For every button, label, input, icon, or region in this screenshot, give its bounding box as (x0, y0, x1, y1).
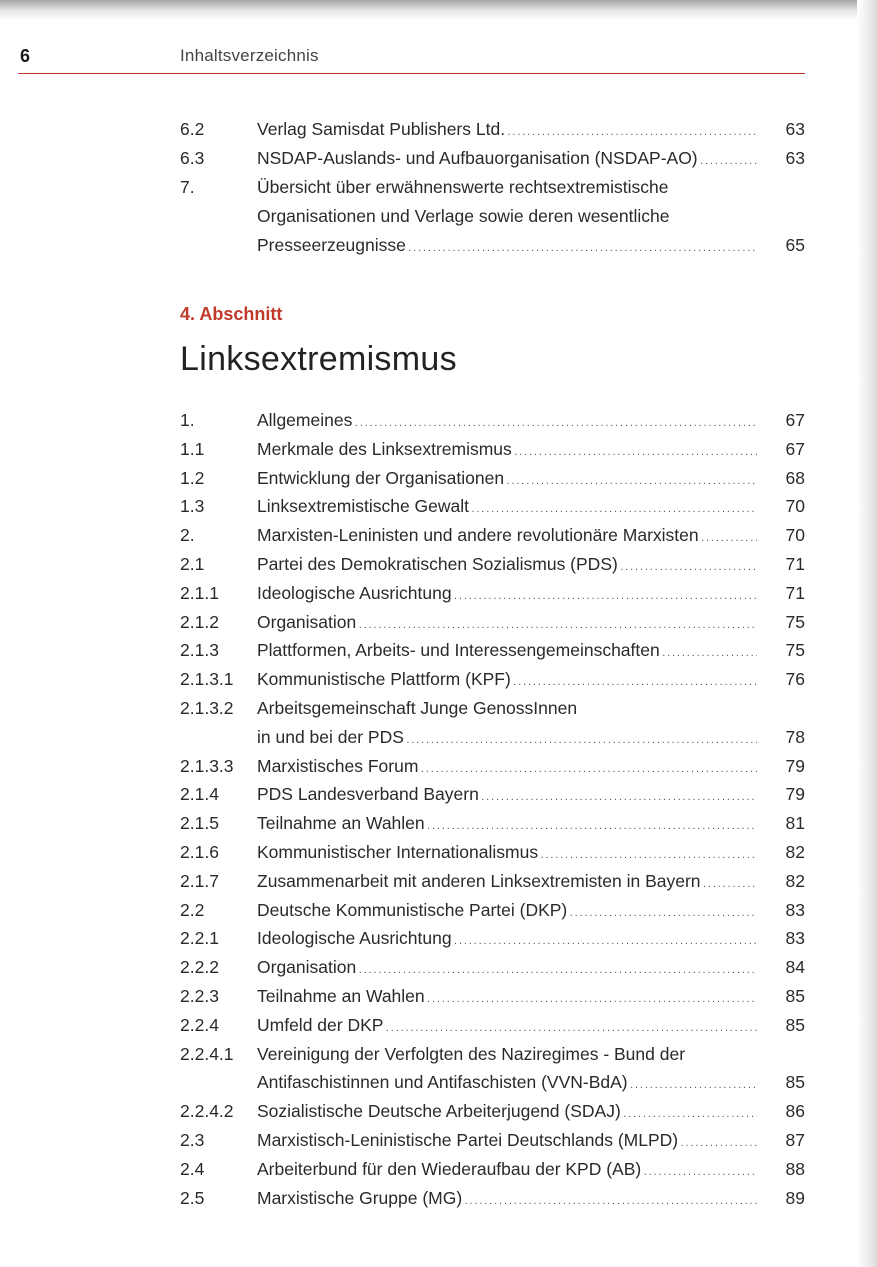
toc-entry (180, 809, 805, 838)
toc-entry-page: 71 (785, 553, 805, 574)
toc-entry (180, 867, 805, 896)
toc-entry-title: Organisation . . . (257, 608, 757, 640)
toc-entry (180, 608, 805, 637)
toc-entry-number: 7. (180, 177, 195, 197)
toc-entry-number: 2.1.3.2 (180, 697, 234, 718)
toc-entry-number: 1. (180, 410, 195, 430)
toc-entry-number: 2.2.3 (180, 985, 219, 1006)
toc-entry (180, 464, 805, 493)
toc-entry-title: Umfeld der DKP . . . (257, 1011, 757, 1043)
toc-entry-number: 2.2.4 (180, 1014, 219, 1035)
toc-entry-page: 82 (785, 841, 805, 862)
toc-entry-number: 1.3 (180, 496, 205, 517)
toc-entry-title: Teilnahme an Wahlen . . . (257, 809, 757, 841)
toc-entry-title: Marxistisch-Leninistische Partei Deutschlands (MLPD) . . . (257, 1126, 757, 1158)
toc-entry-title: Antifaschistinnen und Antifaschisten (VVN-BdA) . . . (257, 1068, 757, 1100)
toc-entry-page: 70 (785, 525, 805, 546)
toc-entry (180, 694, 805, 723)
toc-entry-number: 2.1.4 (180, 784, 219, 805)
toc-entry-title: Entwicklung der Organisationen . . . (257, 464, 757, 496)
toc-entry (180, 144, 805, 173)
toc-entry (180, 435, 805, 464)
toc-entry-title: Plattformen, Arbeits- und Interessengemeinschaften . . . (257, 636, 757, 668)
toc-entry-number: 2.1 (180, 553, 205, 574)
toc-entry (180, 924, 805, 953)
toc-entry (180, 838, 805, 867)
toc-entry-page: 89 (785, 1187, 805, 1208)
toc-entry-number: 2.1.6 (180, 841, 219, 862)
toc-entry-number: 2.2.4.2 (180, 1101, 234, 1122)
toc-entry-page: 85 (785, 1072, 805, 1093)
page-number: 6 (20, 46, 31, 66)
toc-entry-page: 87 (785, 1129, 805, 1150)
toc-entry-title: Ideologische Ausrichtung . . . (257, 924, 757, 956)
toc-entry (180, 550, 805, 579)
toc-entry-page: 84 (785, 957, 805, 978)
toc-entry-page: 88 (785, 1158, 805, 1179)
toc-entry-number: 2.5 (180, 1187, 205, 1208)
toc-entry-page: 86 (785, 1101, 805, 1122)
toc-top-list (180, 115, 805, 260)
toc-entry (180, 492, 805, 521)
toc-entry (180, 1126, 805, 1155)
toc-entry-number: 2.2 (180, 899, 205, 920)
toc-entry-page: 63 (785, 148, 805, 168)
header-rule (18, 73, 805, 74)
toc-entry-page: 79 (785, 784, 805, 805)
toc-entry-title: NSDAP-Auslands- und Aufbauorganisation (NSDAP-AO) . . . (257, 144, 757, 176)
toc-entry-title: Marxisten-Leninisten und andere revolutionäre Marxisten . . . (257, 521, 757, 553)
toc-entry-number: 2.1.3 (180, 640, 219, 661)
toc-entry-title: Vereinigung der Verfolgten des Naziregimes - Bund der (257, 1043, 686, 1064)
toc-entry-title: Verlag Samisdat Publishers Ltd. . . . (257, 115, 757, 147)
toc-entry-page: 65 (785, 235, 805, 255)
toc-entry-number: 2.4 (180, 1158, 205, 1179)
toc-entry (180, 982, 805, 1011)
toc-entry (180, 752, 805, 781)
toc-entry-page: 76 (785, 669, 805, 690)
toc-entry (180, 1068, 805, 1097)
toc-entry (180, 115, 805, 144)
toc-entry-title: Sozialistische Deutsche Arbeiterjugend (SDAJ) . . . (257, 1097, 757, 1129)
toc-entry-title: Linksextremistische Gewalt . . . (257, 492, 757, 524)
toc-entry-number: 2. (180, 525, 195, 546)
toc-entry-title: Organisationen und Verlage sowie deren wesentliche (257, 206, 670, 226)
toc-entry-page: 83 (785, 899, 805, 920)
toc-entry-number: 2.1.5 (180, 813, 219, 834)
toc-entry-number: 2.2.4.1 (180, 1043, 234, 1064)
toc-entry-title: Arbeiterbund für den Wiederaufbau der KPD (AB) . . . (257, 1155, 757, 1187)
toc-entry-number: 2.1.1 (180, 582, 219, 603)
toc-entry-title: PDS Landesverband Bayern . . . (257, 780, 757, 812)
toc-entry-page: 83 (785, 928, 805, 949)
toc-entry-title: Presseerzeugnisse . . . (257, 231, 757, 263)
toc-entry-title: Zusammenarbeit mit anderen Linksextremisten in Bayern . . . (257, 867, 757, 899)
toc-entry-number: 2.3 (180, 1129, 205, 1150)
toc-entry-page: 67 (785, 410, 805, 430)
toc-entry-page: 68 (785, 467, 805, 488)
toc-entry (180, 953, 805, 982)
toc-entry-number: 2.2.1 (180, 928, 219, 949)
toc-entry-title: Marxistische Gruppe (MG) . . . (257, 1184, 757, 1216)
toc-entry (180, 1155, 805, 1184)
toc-entry (180, 723, 805, 752)
toc-entry-number: 2.1.3.1 (180, 669, 234, 690)
toc-entry-page: 82 (785, 870, 805, 891)
toc-entry-number: 6.2 (180, 119, 205, 139)
toc-entry (180, 173, 805, 202)
running-header-title: Inhaltsverzeichnis (180, 46, 319, 65)
toc-entry-title: Ideologische Ausrichtung . . . (257, 579, 757, 611)
toc-entry-title: Deutsche Kommunistische Partei (DKP) . . . (257, 896, 757, 928)
toc-entry-title: in und bei der PDS . . . (257, 723, 757, 755)
toc-entry-page: 85 (785, 985, 805, 1006)
toc-entry (180, 579, 805, 608)
toc-entry-title: Organisation . . . (257, 953, 757, 985)
toc-entry (180, 231, 805, 260)
toc-entry (180, 896, 805, 925)
toc-entry-title: Marxistisches Forum . . . (257, 752, 757, 784)
toc-entry-title: Allgemeines . . . (257, 406, 757, 438)
toc-entry-number: 1.2 (180, 467, 205, 488)
toc-entry-page: 75 (785, 611, 805, 632)
toc-entry-page: 71 (785, 582, 805, 603)
toc-entry-title: Partei des Demokratischen Sozialismus (PDS) . . . (257, 550, 757, 582)
page-edge-shadow-top (0, 0, 877, 20)
toc-entry (180, 1040, 805, 1069)
section-title: Linksextremismus (180, 340, 457, 378)
toc-entry (180, 1184, 805, 1213)
toc-entry-page: 78 (785, 726, 805, 747)
toc-entry-number: 2.1.3.3 (180, 755, 234, 776)
toc-entry-title: Merkmale des Linksextremismus . . . (257, 435, 757, 467)
toc-main-list (180, 406, 805, 1212)
toc-entry-title: Teilnahme an Wahlen . . . (257, 982, 757, 1014)
toc-entry (180, 202, 805, 231)
toc-entry-number: 1.1 (180, 438, 205, 459)
section-label: 4. Abschnitt (180, 304, 283, 324)
toc-entry-title: Übersicht über erwähnenswerte rechtsextremistische (257, 177, 669, 197)
toc-entry-page: 81 (785, 813, 805, 834)
toc-entry (180, 780, 805, 809)
toc-entry-number: 2.1.2 (180, 611, 219, 632)
toc-entry (180, 1097, 805, 1126)
page-edge-shadow-right (857, 0, 877, 1267)
toc-entry-title: Arbeitsgemeinschaft Junge GenossInnen (257, 697, 578, 718)
toc-entry (180, 1011, 805, 1040)
toc-entry-title: Kommunistische Plattform (KPF) . . . (257, 665, 757, 697)
toc-entry-number: 2.2.2 (180, 957, 219, 978)
toc-entry-number: 2.1.7 (180, 870, 219, 891)
toc-entry-page: 67 (785, 438, 805, 459)
toc-entry (180, 636, 805, 665)
toc-entry-number: 6.3 (180, 148, 205, 168)
toc-entry-page: 63 (785, 119, 805, 139)
toc-entry-title: Kommunistischer Internationalismus . . . (257, 838, 757, 870)
toc-entry-page: 70 (785, 496, 805, 517)
toc-entry-page: 75 (785, 640, 805, 661)
toc-entry-page: 79 (785, 755, 805, 776)
toc-entry (180, 521, 805, 550)
toc-entry-page: 85 (785, 1014, 805, 1035)
toc-entry (180, 665, 805, 694)
toc-entry (180, 406, 805, 435)
